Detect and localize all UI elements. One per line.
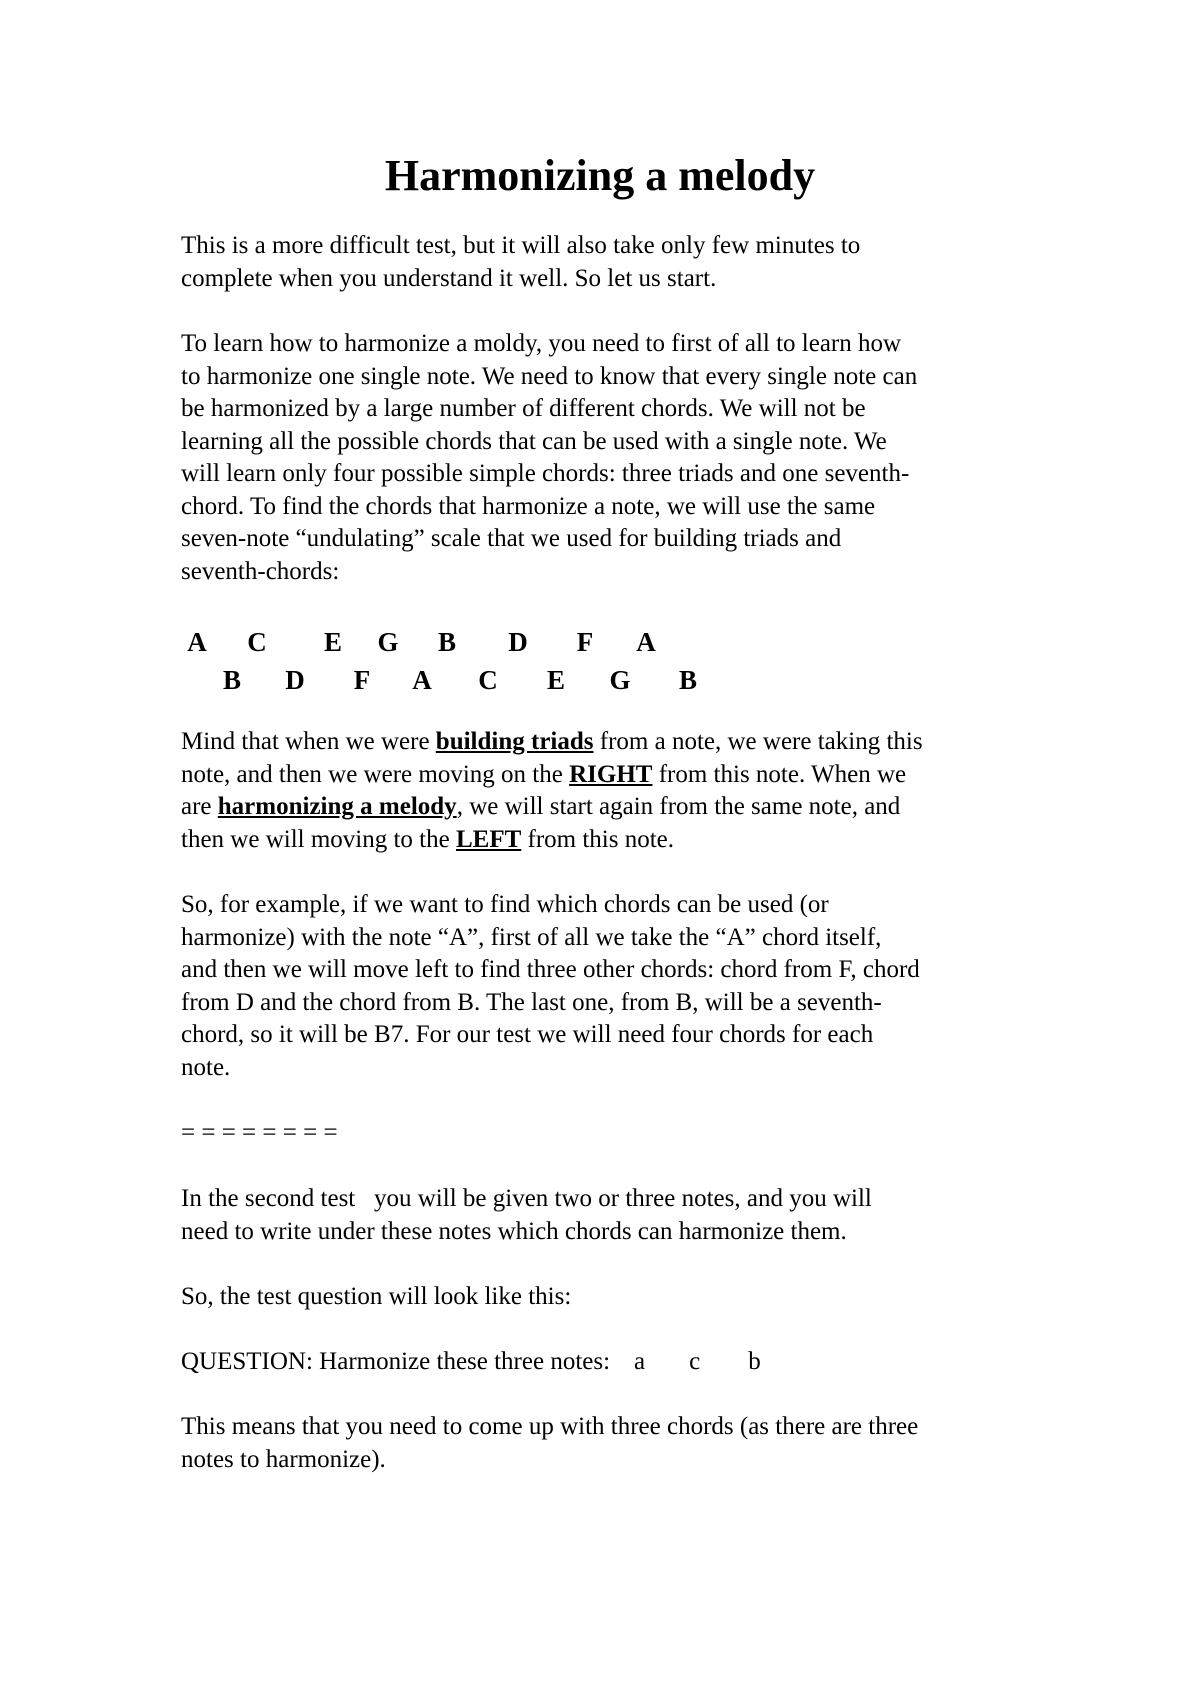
text-line (181, 759, 1081, 792)
scale-note: A (636, 627, 656, 657)
scale-note: C (247, 627, 267, 657)
text-line: To learn how to harmonize a moldy, you need to first of all to learn how (181, 330, 902, 357)
text-line: to harmonize one single note. We need to know that every single note can (181, 362, 918, 390)
question-note: a (634, 1348, 646, 1375)
text-line: In the second test you will be given two or three notes, and you will (181, 1185, 872, 1212)
text-line: So, the test question will look like this: (181, 1283, 572, 1310)
scale-note: E (546, 665, 565, 695)
question-notes (610, 1346, 761, 1379)
text-line (181, 726, 1081, 759)
scale-note: A (187, 627, 207, 657)
text-line: learning all the possible chords that can be used with a single note. We (181, 427, 887, 455)
question-label: QUESTION: Harmonize these three notes: (181, 1348, 611, 1375)
text-run: are (181, 793, 218, 820)
text-run: Mind that when we were (181, 728, 436, 755)
text-line: notes to harmonize). (181, 1445, 386, 1473)
question-note: c (689, 1348, 701, 1375)
text-line (181, 1346, 1081, 1379)
scale-note: D (508, 627, 528, 657)
scale-note: B (222, 665, 241, 695)
explanation-paragraph (181, 328, 1081, 588)
text-run: from this note. (521, 825, 675, 853)
scale-note: F (353, 665, 371, 695)
text-run: note, and then we were moving on the (181, 760, 570, 788)
second-test-paragraph (181, 1183, 1081, 1248)
emphasis-left: LEFT (455, 825, 522, 853)
scale-note: B (437, 627, 456, 657)
text-run: then we will moving to the (181, 825, 456, 853)
scale-note: F (576, 627, 594, 657)
scale-note: D (285, 665, 305, 695)
emphasis-harmonizing-a-melody: harmonizing a melody (217, 793, 457, 820)
text-run: from this note. When we (652, 760, 907, 788)
text-line (181, 824, 1081, 857)
text-line (181, 791, 1081, 824)
scale-note: C (478, 665, 498, 695)
means-paragraph (181, 1411, 1081, 1476)
text-line: and then we will move left to find three other chords: chord from F, chord (181, 956, 920, 983)
scale-note: G (609, 665, 631, 695)
separator (181, 1117, 1081, 1150)
emphasis-building-triads: building triads (435, 728, 594, 755)
text-line: will learn only four possible simple chords: three triads and one seventh- (181, 460, 910, 487)
scale-note: E (323, 627, 342, 657)
text-run: , we will start again from the same note, and (456, 793, 901, 820)
scale-note: G (377, 627, 399, 657)
text-line: So, for example, if we want to find which chords can be used (or (181, 891, 829, 918)
text-line: from D and the chord from B. The last one, from B, will be a seventh- (181, 988, 882, 1016)
scale-note: A (412, 665, 432, 695)
text-run: from a note, we were taking this (593, 728, 923, 755)
scale-note: B (678, 665, 697, 695)
text-line: note. (181, 1053, 231, 1081)
example-paragraph (181, 889, 1081, 1084)
text-line: need to write under these notes which chords can harmonize them. (181, 1217, 847, 1245)
text-line: complete when you understand it well. So let us start. (181, 264, 717, 292)
text-line: This means that you need to come up with three chords (as there are three (181, 1413, 919, 1440)
separator-text: = = = = = = = = (181, 1119, 338, 1146)
look-like-paragraph (181, 1281, 1081, 1314)
mind-paragraph (181, 726, 1081, 856)
text-line: harmonize) with the note “A”, first of all we take the “A” chord itself, (181, 923, 882, 951)
emphasis-right: RIGHT (569, 760, 653, 788)
text-line: chord, so it will be B7. For our test we will need four chords for each (181, 1021, 874, 1048)
page-title: Harmonizing a melody (384, 151, 816, 200)
question-line (181, 1346, 1081, 1379)
text-line: This is a more difficult test, but it will also take only few minutes to (181, 232, 861, 259)
text-line: seven-note “undulating” scale that we used for building triads and (181, 525, 842, 552)
text-line: chord. To find the chords that harmonize a note, we will use the same (181, 492, 876, 520)
text-line: be harmonized by a large number of different chords. We will not be (181, 395, 866, 422)
text-line: seventh-chords: (181, 557, 340, 585)
question-note: b (748, 1348, 761, 1375)
intro-paragraph (181, 230, 1081, 295)
